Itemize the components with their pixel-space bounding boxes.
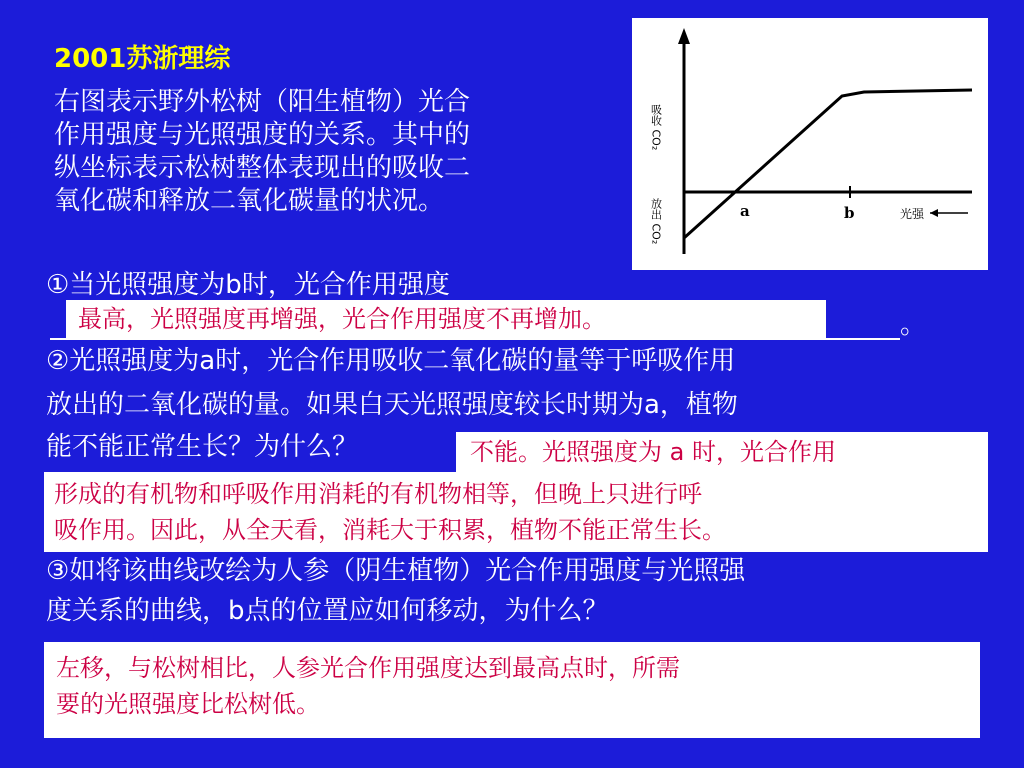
q3-answer-line: 左移，与松树相比，人参光合作用强度达到最高点时，所需 <box>56 654 680 682</box>
question-2-line: ②光照强度为a时，光合作用吸收二氧化碳的量等于呼吸作用 <box>46 346 736 376</box>
y-bottom-label: 放出 CO₂ <box>649 198 663 245</box>
x-arrow-head <box>930 209 938 217</box>
photosynthesis-figure <box>632 18 988 270</box>
intro-line: 右图表示野外松树（阳生植物）光合 <box>54 87 471 117</box>
q3-answer-box <box>44 642 980 738</box>
q2-answer-line: 形成的有机物和呼吸作用消耗的有机物相等，但晚上只进行呼 <box>54 480 702 508</box>
question-2-line: 放出的二氧化碳的量。如果白天光照强度较长时期为a，植物 <box>46 390 738 420</box>
x-axis-label: 光强 <box>900 207 925 221</box>
question-3-line: 度关系的曲线，b点的位置应如何移动，为什么？ <box>46 596 609 626</box>
y-axis-arrow <box>678 28 690 44</box>
q2-answer-line: 不能。光照强度为 a 时，光合作用 <box>470 438 836 466</box>
q1-answer-underline <box>50 338 900 340</box>
q2-answer-box-top <box>456 432 988 472</box>
q3-answer-line: 要的光照强度比松树低。 <box>56 690 320 718</box>
question-3-line: ③如将该曲线改绘为人参（阴生植物）光合作用强度与光照强 <box>46 556 746 586</box>
slide-title: 2001苏浙理综 <box>54 44 231 74</box>
question-2-line: 能不能正常生长？为什么？ <box>46 432 359 462</box>
q1-answer-box <box>66 300 826 338</box>
photosynthesis-graph <box>632 18 988 270</box>
intro-line: 氧化碳和释放二氧化碳量的状况。 <box>54 186 445 216</box>
photosynthesis-curve <box>684 90 972 238</box>
y-top-label: 吸收 CO₂ <box>649 104 663 151</box>
point-b-label: b <box>844 204 855 222</box>
point-a-label: a <box>740 202 750 220</box>
q1-answer: 最高，光照强度再增强，光合作用强度不再增加。 <box>78 305 606 333</box>
q2-answer-line: 吸作用。因此，从全天看，消耗大于积累，植物不能正常生长。 <box>54 516 726 544</box>
intro-paragraph <box>54 86 614 218</box>
intro-line: 作用强度与光照强度的关系。其中的 <box>54 120 471 150</box>
q1-end-punct: 。 <box>900 310 927 340</box>
intro-line: 纵坐标表示松树整体表现出的吸收二 <box>54 153 471 183</box>
q2-answer-box-bottom <box>44 472 988 552</box>
question-1: ①当光照强度为b时，光合作用强度 <box>46 270 450 300</box>
